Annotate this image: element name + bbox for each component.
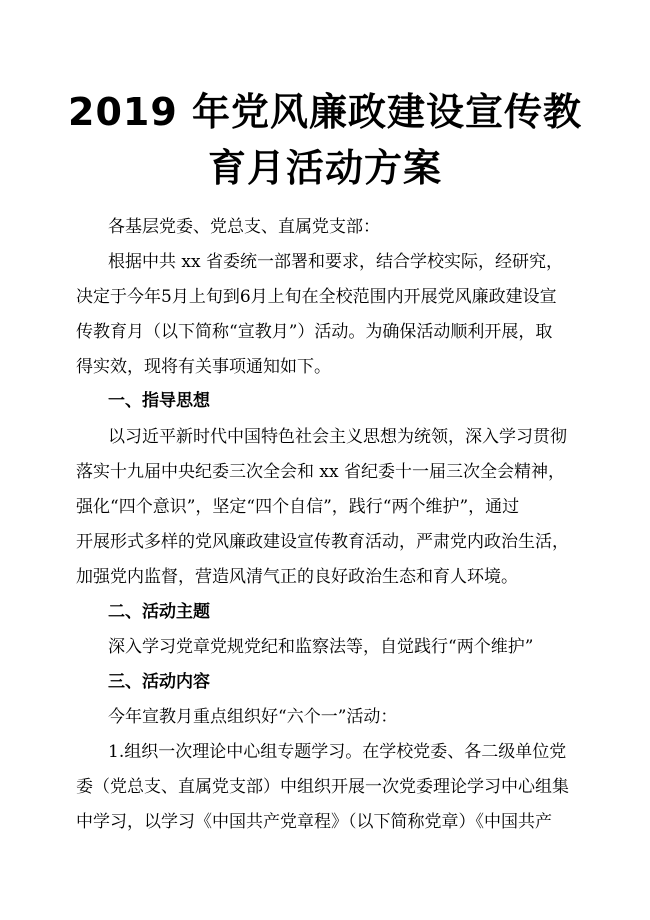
paragraph-line: 落实十九届中央纪委三次全会和 xx 省纪委十一届三次全会精神， <box>76 462 565 482</box>
paragraph-line: 委（党总支、直属党支部）中组织开展一次党委理论学习中心组集 <box>76 777 569 797</box>
paragraph-line: 决定于今年5月上旬到6月上旬在全校范围内开展党风廉政建设宣 <box>76 287 557 307</box>
paragraph-line: 传教育月（以下简称“宣教月”）活动。为确保活动顺利开展，取 <box>76 322 553 342</box>
paragraph-line: 加强党内监督，营造风清气正的良好政治生态和育人环境。 <box>76 567 518 587</box>
document-title-line-2: 育月活动方案 <box>207 146 442 190</box>
paragraph-line: 1.组织一次理论中心组专题学习。在学校党委、各二级单位党 <box>108 742 567 762</box>
paragraph-line: 开展形式多样的党风廉政建设宣传教育活动，严肃党内政治生活， <box>76 532 569 552</box>
paragraph-line: 根据中共 xx 省委统一部署和要求，结合学校实际，经研究， <box>108 252 563 272</box>
section-heading-guiding-thought: 一、指导思想 <box>108 391 210 411</box>
paragraph-line: 今年宣教月重点组织好“六个一”活动： <box>108 707 398 727</box>
section-heading-activity-theme: 二、活动主题 <box>108 602 210 622</box>
section-heading-activity-content: 三、活动内容 <box>108 672 210 692</box>
paragraph-line: 中学习，以学习《中国共产党章程》（以下简称党章）《中国共产 <box>76 812 552 832</box>
paragraph-line: 强化“四个意识”，坚定“四个自信”，践行“两个维护”，通过 <box>76 497 520 517</box>
paragraph-line: 以习近平新时代中国特色社会主义思想为统领，深入学习贯彻 <box>108 427 567 447</box>
salutation: 各基层党委、党总支、直属党支部： <box>108 217 380 237</box>
document-title-line-1: 2019 年党风廉政建设宣传教 <box>68 90 582 134</box>
paragraph-line: 得实效，现将有关事项通知如下。 <box>76 357 331 377</box>
paragraph-line: 深入学习党章党规党纪和监察法等，自觉践行“两个维护” <box>108 637 534 657</box>
